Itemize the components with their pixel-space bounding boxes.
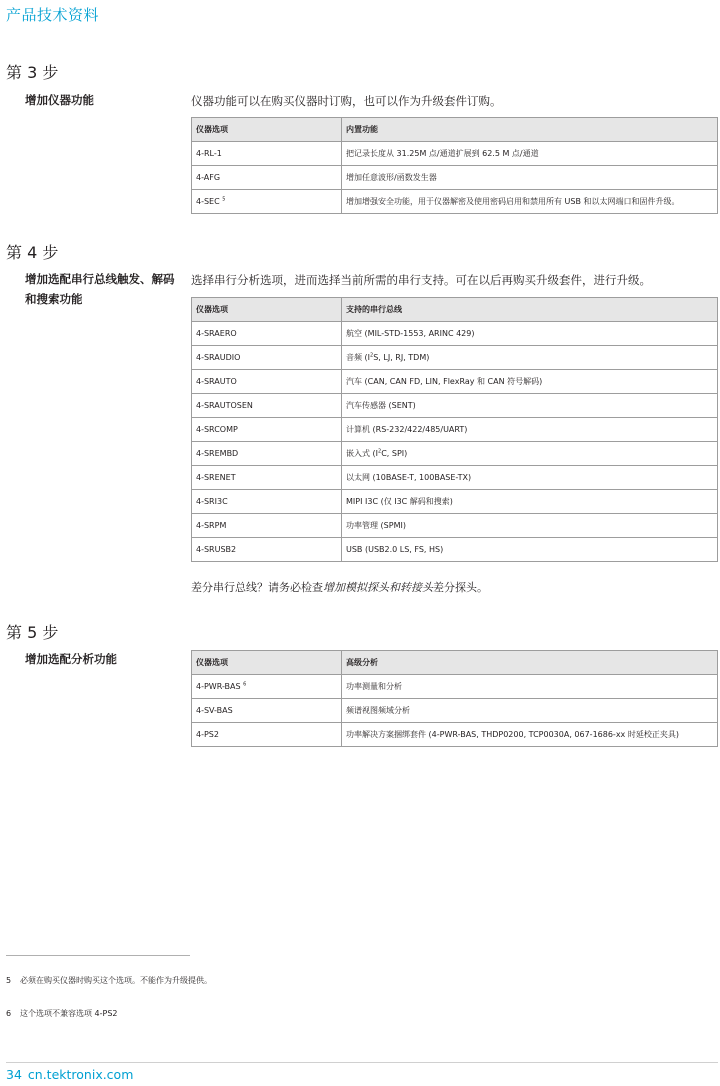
table-row <box>192 675 718 699</box>
option-cell: 4-SRAUTOSEN <box>192 394 342 418</box>
description-cell <box>342 346 718 370</box>
table-row <box>192 346 718 370</box>
step3-options-table <box>191 117 718 214</box>
differential-probe-note <box>191 579 488 595</box>
table-row <box>192 538 718 562</box>
superscript: 2 <box>378 448 382 455</box>
table-row <box>192 466 718 490</box>
column-header-option: 仪器选项 <box>192 651 342 675</box>
note-text: 差分探头。 <box>433 581 488 594</box>
step3-heading: 第 3 步 <box>6 63 59 82</box>
column-header-option: 仪器选项 <box>192 298 342 322</box>
step4-label: 增加选配串行总线触发、解码和搜索功能 <box>25 272 175 306</box>
description-text: 音频 (I <box>346 353 371 362</box>
description-cell: 以太网 (10BASE-T, 100BASE-TX) <box>342 466 718 490</box>
table-header-row <box>192 118 718 142</box>
table-row <box>192 699 718 723</box>
step3-intro: 仪器功能可以在购买仪器时订购，也可以作为升级套件订购。 <box>191 94 502 108</box>
table-row <box>192 394 718 418</box>
option-cell: 4-SRI3C <box>192 490 342 514</box>
option-cell: 4-SRAUTO <box>192 370 342 394</box>
footnote <box>6 1008 118 1019</box>
table-row <box>192 322 718 346</box>
option-cell: 4-SRENET <box>192 466 342 490</box>
table-header-row <box>192 651 718 675</box>
table-row <box>192 370 718 394</box>
document-header-title: 产品技术资料 <box>6 6 100 24</box>
description-text: S, LJ, RJ, TDM) <box>373 353 430 362</box>
option-cell: 4-SRCOMP <box>192 418 342 442</box>
footer-divider <box>6 1062 718 1063</box>
option-cell <box>192 190 342 214</box>
description-text: C, SPI) <box>381 449 408 458</box>
table-row <box>192 166 718 190</box>
option-cell: 4-AFG <box>192 166 342 190</box>
step5-label: 增加选配分析功能 <box>25 652 117 666</box>
table-row <box>192 514 718 538</box>
column-header-serial-bus: 支持的串行总线 <box>342 298 718 322</box>
column-header-analysis: 高级分析 <box>342 651 718 675</box>
description-cell: 把记录长度从 31.25M 点/通道扩展到 62.5 M 点/通道 <box>342 142 718 166</box>
option-code: 4-SEC <box>196 197 220 206</box>
option-cell: 4-SV-BAS <box>192 699 342 723</box>
option-cell: 4-PS2 <box>192 723 342 747</box>
step4-heading: 第 4 步 <box>6 243 59 262</box>
option-code: 4-PWR-BAS <box>196 682 241 691</box>
footnote-number: 5 <box>6 976 12 985</box>
step3-label: 增加仪器功能 <box>25 93 94 107</box>
option-cell: 4-SRUSB2 <box>192 538 342 562</box>
footnote-marker: 5 <box>222 196 226 203</box>
footer-link[interactable]: cn.tektronix.com <box>27 1067 134 1082</box>
description-cell: 频谱视图频域分析 <box>342 699 718 723</box>
superscript: 2 <box>370 352 374 359</box>
option-cell: 4-SRPM <box>192 514 342 538</box>
option-cell: 4-SREMBD <box>192 442 342 466</box>
column-header-feature: 内置功能 <box>342 118 718 142</box>
step4-intro: 选择串行分析选项，进而选择当前所需的串行支持。可在以后再购买升级套件，进行升级。 <box>191 273 651 287</box>
description-cell: 功率管理 (SPMI) <box>342 514 718 538</box>
page-number: 34 <box>6 1067 22 1082</box>
table-row <box>192 142 718 166</box>
step5-heading: 第 5 步 <box>6 623 59 642</box>
option-cell: 4-SRAERO <box>192 322 342 346</box>
description-cell: MIPI I3C (仅 I3C 解码和搜索) <box>342 490 718 514</box>
column-header-option: 仪器选项 <box>192 118 342 142</box>
table-row <box>192 442 718 466</box>
description-cell <box>342 442 718 466</box>
table-row <box>192 723 718 747</box>
footnote-marker: 6 <box>243 681 247 688</box>
table-row <box>192 190 718 214</box>
description-cell: USB (USB2.0 LS, FS, HS) <box>342 538 718 562</box>
table-row <box>192 490 718 514</box>
footnote-number: 6 <box>6 1009 12 1018</box>
footnote <box>6 975 212 986</box>
description-text: 嵌入式 (I <box>346 449 379 458</box>
description-cell: 计算机 (RS-232/422/485/UART) <box>342 418 718 442</box>
table-header-row <box>192 298 718 322</box>
page-footer <box>6 1067 133 1082</box>
footnote-text: 必须在购买仪器时购买这个选项。不能作为升级提供。 <box>20 976 212 985</box>
option-cell <box>192 675 342 699</box>
description-cell: 汽车传感器 (SENT) <box>342 394 718 418</box>
description-cell: 功率解决方案捆绑套件 (4-PWR-BAS, THDP0200, TCP0030A, 067-1686-xx 时延校正夹具) <box>342 723 718 747</box>
description-cell: 增加增强安全功能，用于仪器解密及使用密码启用和禁用所有 USB 和以太网端口和固件升级。 <box>342 190 718 214</box>
footnote-divider <box>6 955 190 956</box>
description-cell: 航空 (MIL-STD-1553, ARINC 429) <box>342 322 718 346</box>
description-cell: 功率测量和分析 <box>342 675 718 699</box>
note-text: 差分串行总线？请务必检查 <box>191 581 323 594</box>
option-cell: 4-SRAUDIO <box>192 346 342 370</box>
table-row <box>192 418 718 442</box>
note-link-text: 增加模拟探头和转接头 <box>323 581 433 594</box>
description-cell: 汽车 (CAN, CAN FD, LIN, FlexRay 和 CAN 符号解码) <box>342 370 718 394</box>
step4-options-table <box>191 297 718 562</box>
description-cell: 增加任意波形/函数发生器 <box>342 166 718 190</box>
footnote-text: 这个选项不兼容选项 4-PS2 <box>20 1009 118 1018</box>
option-cell: 4-RL-1 <box>192 142 342 166</box>
step5-options-table <box>191 650 718 747</box>
